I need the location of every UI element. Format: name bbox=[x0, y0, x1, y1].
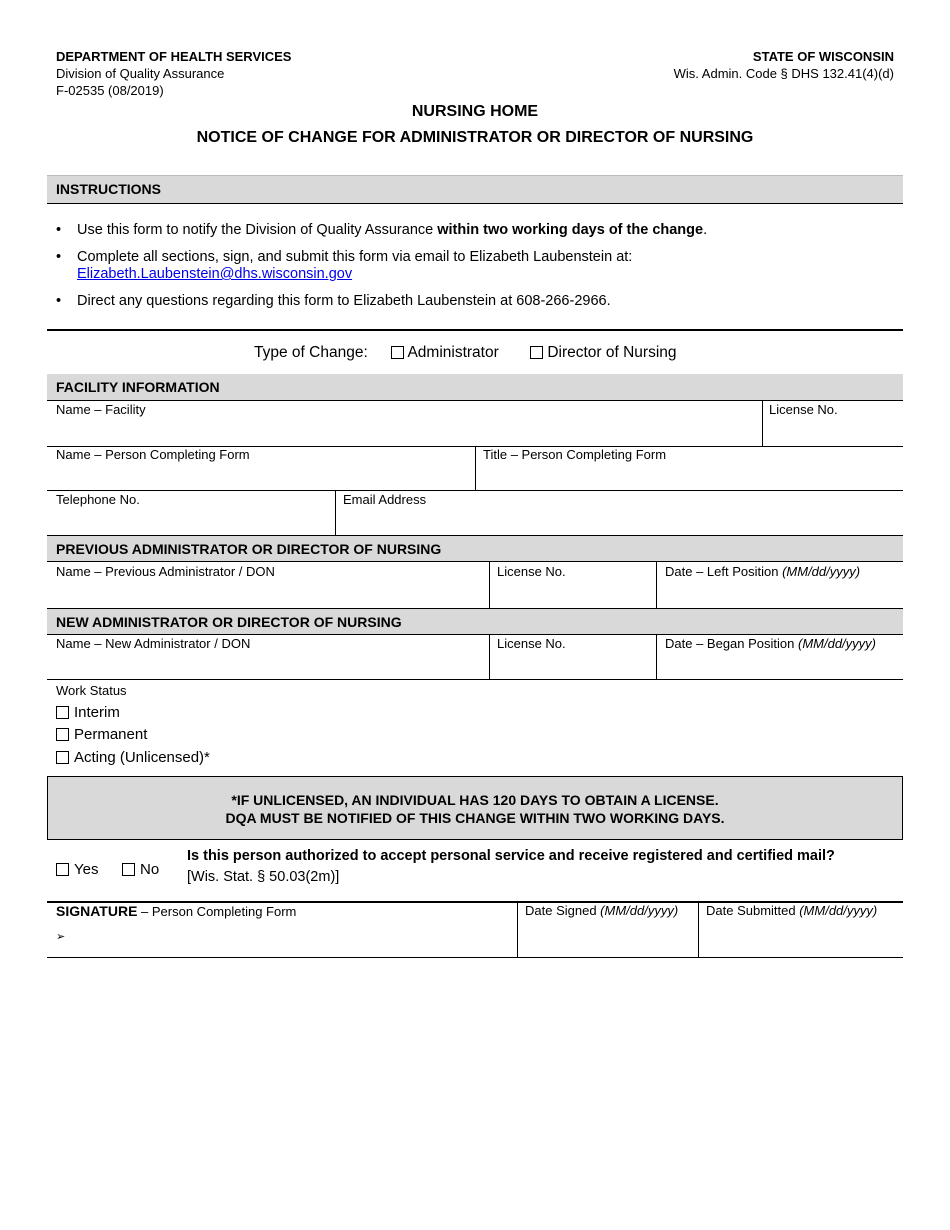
bullet: • bbox=[56, 293, 62, 309]
instruction-item-2: • Complete all sections, sign, and submit this form via email to Elizabeth Laubenstein at: Elizabeth.Laubenstein@dhs.wisconsin.gov bbox=[56, 249, 633, 282]
divider bbox=[698, 903, 699, 957]
bullet: • bbox=[56, 249, 62, 265]
left-position-date-field[interactable]: Date – Left Position (MM/dd/yyyy) bbox=[665, 564, 861, 579]
divider bbox=[47, 679, 903, 680]
instruction-item-3: • Direct any questions regarding this form to Elizabeth Laubenstein at 608-266-2966. bbox=[56, 293, 611, 309]
administrator-checkbox[interactable] bbox=[391, 346, 404, 359]
previous-license-field[interactable]: License No. bbox=[497, 564, 566, 579]
facility-name-field[interactable]: Name – Facility bbox=[56, 402, 146, 417]
new-heading: NEW ADMINISTRATOR OR DIRECTOR OF NURSING bbox=[47, 608, 903, 635]
email-field[interactable]: Email Address bbox=[343, 492, 427, 507]
authorized-no-option[interactable]: No bbox=[122, 861, 159, 878]
permanent-checkbox[interactable] bbox=[56, 728, 69, 741]
interim-checkbox[interactable] bbox=[56, 706, 69, 719]
divider bbox=[489, 635, 490, 680]
date-submitted-field[interactable]: Date Submitted (MM/dd/yyyy) bbox=[706, 903, 878, 918]
instruction-item-1: • Use this form to notify the Division of Quality Assurance within two working days of the change. bbox=[56, 222, 708, 238]
divider bbox=[489, 562, 490, 608]
divider bbox=[47, 490, 903, 491]
divider bbox=[335, 490, 336, 535]
form-title-line2: NOTICE OF CHANGE FOR ADMINISTRATOR OR DIRECTOR OF NURSING bbox=[196, 129, 754, 146]
instructions-heading: INSTRUCTIONS bbox=[47, 175, 903, 204]
header-left bbox=[56, 48, 291, 99]
department-name: DEPARTMENT OF HEALTH SERVICES bbox=[56, 49, 292, 64]
previous-name-field[interactable]: Name – Previous Administrator / DON bbox=[56, 564, 275, 579]
authorization-question: Is this person authorized to accept personal service and receive registered and certified mail? bbox=[187, 848, 835, 864]
new-name-field[interactable]: Name – New Administrator / DON bbox=[56, 636, 251, 651]
unlicensed-notice: *IF UNLICENSED, AN INDIVIDUAL HAS 120 DAYS TO OBTAIN A LICENSE. DQA MUST BE NOTIFIED OF THIS CHANGE WITHIN TWO WORKING DAYS. bbox=[47, 776, 903, 840]
facility-license-field[interactable]: License No. bbox=[769, 402, 838, 417]
email-link[interactable]: Elizabeth.Laubenstein@dhs.wisconsin.gov bbox=[77, 266, 353, 282]
divider bbox=[656, 635, 657, 680]
new-license-field[interactable]: License No. bbox=[497, 636, 566, 651]
signature-field[interactable]: SIGNATURE – Person Completing Form bbox=[56, 903, 297, 919]
state-name: STATE OF WISCONSIN bbox=[752, 49, 894, 64]
work-status-label: Work Status bbox=[56, 683, 127, 698]
divider bbox=[475, 446, 476, 491]
administrator-option[interactable]: Administrator bbox=[391, 344, 499, 362]
acting-checkbox[interactable] bbox=[56, 751, 69, 764]
work-status-interim[interactable]: Interim bbox=[56, 704, 120, 721]
divider bbox=[47, 957, 903, 958]
divider bbox=[762, 401, 763, 446]
director-of-nursing-option[interactable]: Director of Nursing bbox=[530, 344, 677, 362]
telephone-field[interactable]: Telephone No. bbox=[56, 492, 140, 507]
divider bbox=[517, 903, 518, 957]
director-of-nursing-checkbox[interactable] bbox=[530, 346, 543, 359]
work-status-acting[interactable]: Acting (Unlicensed)* bbox=[56, 749, 210, 766]
person-name-field[interactable]: Name – Person Completing Form bbox=[56, 447, 250, 462]
facility-heading: FACILITY INFORMATION bbox=[47, 374, 903, 401]
division-name: Division of Quality Assurance bbox=[56, 66, 225, 81]
form-number: F-02535 (08/2019) bbox=[56, 83, 164, 98]
form-title-line1: NURSING HOME bbox=[411, 103, 539, 120]
bullet: • bbox=[56, 222, 62, 238]
began-position-date-field[interactable]: Date – Began Position (MM/dd/yyyy) bbox=[665, 636, 876, 651]
divider bbox=[656, 562, 657, 608]
authorized-yes-option[interactable]: Yes bbox=[56, 861, 98, 878]
person-title-field[interactable]: Title – Person Completing Form bbox=[483, 447, 667, 462]
admin-code: Wis. Admin. Code § DHS 132.41(4)(d) bbox=[673, 66, 894, 81]
date-signed-field[interactable]: Date Signed (MM/dd/yyyy) bbox=[525, 903, 679, 918]
yes-checkbox[interactable] bbox=[56, 863, 69, 876]
type-of-change-label: Type of Change: bbox=[254, 344, 368, 361]
no-checkbox[interactable] bbox=[122, 863, 135, 876]
signature-arrow-icon: ➢ bbox=[56, 931, 66, 943]
previous-heading: PREVIOUS ADMINISTRATOR OR DIRECTOR OF NURSING bbox=[47, 535, 903, 562]
header-right bbox=[674, 48, 894, 82]
authorization-statute: [Wis. Stat. § 50.03(2m)] bbox=[187, 869, 340, 885]
work-status-permanent[interactable]: Permanent bbox=[56, 726, 147, 743]
divider bbox=[47, 329, 903, 331]
